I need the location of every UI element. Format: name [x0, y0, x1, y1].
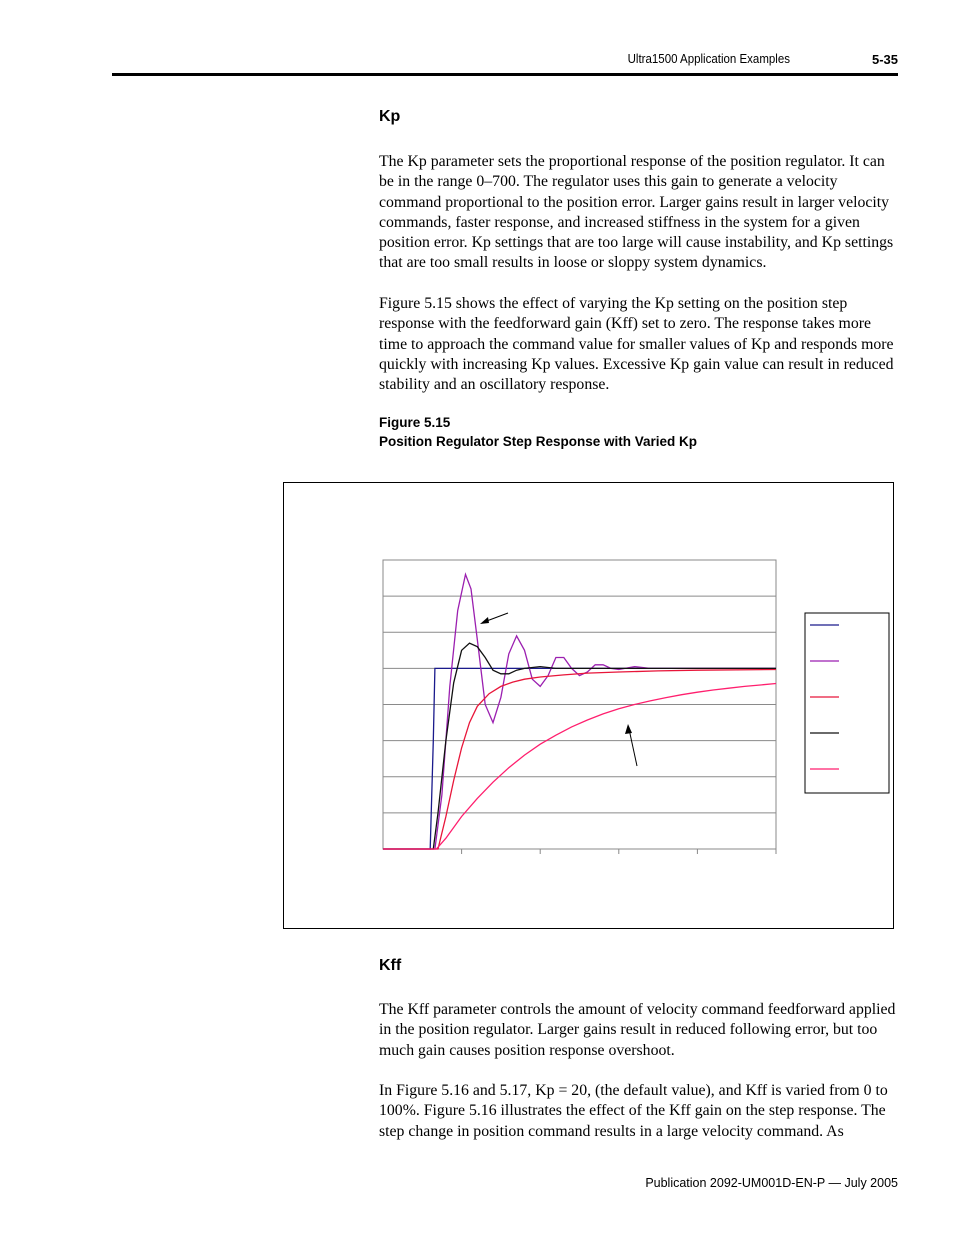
series-line-2: [383, 574, 776, 849]
annotation-arrow: [629, 729, 637, 766]
section-title-kp: Kp: [379, 108, 401, 125]
series-line-1: [383, 668, 776, 849]
header-rule: [112, 73, 898, 76]
kff-paragraph-2: In Figure 5.16 and 5.17, Kp = 20, (the default value), and Kff is varied from 0 to 100%. Figure 5.16 illustrates the effect of the Kff gain on the step response. The step change in position command results in a large velocity command. As: [379, 1082, 888, 1140]
running-header: Ultra1500 Application Examples: [627, 52, 790, 66]
section-title-kff: Kff: [379, 957, 402, 974]
figure-caption: Position Regulator Step Response with Varied Kp: [379, 434, 698, 449]
annotation-arrowhead: [480, 617, 489, 624]
legend-box: [805, 613, 889, 793]
publication-footer: Publication 2092-UM001D-EN-P — July 2005: [645, 1176, 898, 1190]
kff-paragraph-1: The Kff parameter controls the amount of velocity command feedforward applied in the position regulator. Larger gains result in reduced following error, but too much gain causes position response overshoot.: [379, 1001, 896, 1059]
kp-paragraph-2: Figure 5.15 shows the effect of varying the Kp setting on the position step response with the feedforward gain (Kff) set to zero. The response takes more time to approach the command value for smaller values of Kp and responds more quickly with increasing Kp values. Excessive Kp gain value can result in reduced stability and an oscillatory response.: [379, 295, 894, 394]
series-line-5: [383, 684, 776, 850]
kp-paragraph-1: The Kp parameter sets the proportional response of the position regulator. It can be in the range 0–700. The regulator uses this gain to generate a velocity command proportional to the position error. Larger gains result in larger velocity commands, faster response, and increased stiffness in the system for a given position error. Kp settings that are too large will cause instability, and Kp settings that are too small results in loose or sloppy system dynamics.: [379, 153, 894, 272]
page-number: 5-35: [871, 52, 898, 67]
step-response-chart: [284, 483, 893, 928]
figure-frame: [283, 482, 894, 929]
annotation-arrowhead: [625, 724, 632, 734]
figure-number: Figure 5.15: [379, 415, 451, 430]
series-line-3: [383, 670, 776, 850]
